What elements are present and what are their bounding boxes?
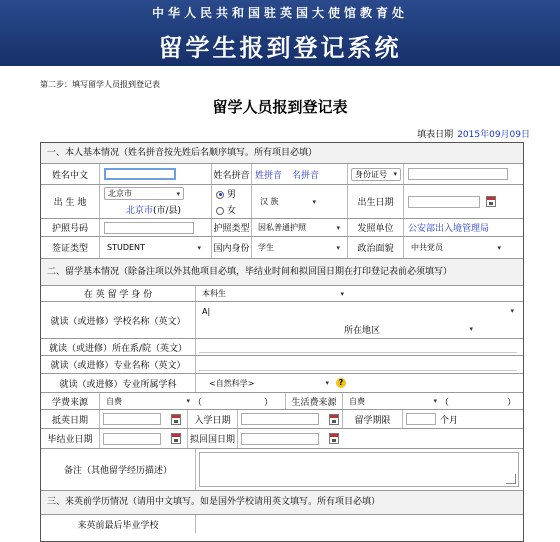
passport-no-cell <box>100 219 212 236</box>
page-title: 留学人员报到登记表 <box>212 98 348 116</box>
political-cell <box>404 237 523 258</box>
study-level-label: 在 英 留 学 身 份 <box>41 286 196 301</box>
row-birthplace <box>41 185 523 219</box>
row-arrival <box>41 410 523 429</box>
step-indicator: 第二步：填写留学人员报到登记表 <box>40 80 160 89</box>
row-last-school <box>41 515 523 533</box>
calendar-icon[interactable] <box>171 414 181 425</box>
study-level-cell <box>196 286 523 301</box>
name-pinyin-cell <box>252 164 348 184</box>
row-major <box>41 356 523 374</box>
name-pinyin-label: 姓名拼音 <box>212 164 252 184</box>
department-input[interactable] <box>199 341 517 353</box>
section2-header <box>41 259 523 286</box>
chevron-down-icon: ▾ <box>510 307 514 315</box>
birth-city-select[interactable] <box>104 187 184 200</box>
calendar-icon[interactable] <box>486 196 496 207</box>
row-visa <box>41 237 523 259</box>
row-department <box>41 339 523 356</box>
study-level-select[interactable] <box>199 287 347 300</box>
region-label: 所在地区 <box>344 325 381 336</box>
row-school <box>41 302 523 339</box>
section1-header <box>41 143 523 164</box>
calendar-icon[interactable] <box>329 414 339 425</box>
ethnicity-cell <box>252 185 348 218</box>
passport-type-select[interactable] <box>255 221 343 234</box>
chevron-down-icon: ▾ <box>393 170 397 178</box>
chevron-down-icon: ▾ <box>186 397 190 405</box>
birth-city-value: 北京市 <box>108 189 132 198</box>
last-school-input[interactable] <box>199 518 517 530</box>
duration-unit: 个月 <box>440 415 459 426</box>
gender-male-option[interactable] <box>216 187 236 200</box>
discipline-cell <box>196 374 523 392</box>
enroll-date-input[interactable] <box>241 413 319 425</box>
birth-date-label: 出生日期 <box>348 185 404 218</box>
arrival-date-input[interactable] <box>103 413 161 425</box>
fill-date-label: 填表日期 <box>417 130 454 140</box>
domestic-status-label: 国内身份 <box>212 237 252 258</box>
political-value: 中共党员 <box>411 243 443 252</box>
visa-type-label: 签证类型 <box>41 237 100 258</box>
row-passport <box>41 219 523 237</box>
row-remarks <box>41 449 523 491</box>
fund-source-detail-input[interactable] <box>202 395 264 407</box>
passport-type-cell <box>252 219 348 236</box>
major-input[interactable] <box>199 359 517 371</box>
domestic-status-value: 学生 <box>258 243 274 252</box>
id-type-cell <box>348 164 404 184</box>
return-label: 拟回国日期 <box>188 429 238 448</box>
chevron-down-icon: ▾ <box>325 379 329 387</box>
chevron-down-icon: ▾ <box>336 243 340 252</box>
school-select[interactable] <box>199 305 517 318</box>
name-cn-input[interactable] <box>104 168 176 180</box>
id-type-value: 身份证号 <box>355 169 387 179</box>
living-paren-open: （ <box>440 397 450 408</box>
graduation-date-input[interactable] <box>103 433 161 445</box>
remarks-cell <box>196 449 523 490</box>
domestic-status-select[interactable] <box>255 241 343 254</box>
section1-title: 一、本人基本情况（姓名拼音按先姓后名顺序填写。所有项目必填） <box>47 148 318 158</box>
issuer-label: 发照单位 <box>348 219 404 236</box>
row-study-level <box>41 286 523 302</box>
resize-handle-icon[interactable] <box>506 474 516 484</box>
duration-cell <box>403 410 523 428</box>
visa-type-value: STUDENT <box>107 243 145 252</box>
chevron-down-icon: ▾ <box>312 197 316 206</box>
fund-paren-close: ） <box>264 397 274 408</box>
section2-title: 二、留学基本情况（除备注项以外其他项目必填，毕结业时间和拟回国日期在打印登记表前必须填写） <box>47 267 453 277</box>
fund-paren-open: （ <box>193 397 203 408</box>
row-name <box>41 164 523 185</box>
study-level-value: 本科生 <box>202 289 226 298</box>
living-source-label: 生活费来源 <box>286 393 343 409</box>
major-cell <box>196 356 523 373</box>
chevron-down-icon: ▾ <box>176 189 180 198</box>
birthplace-label: 出 生 地 <box>41 185 100 218</box>
living-source-value: 自费 <box>349 396 365 406</box>
fund-source-label: 学费来源 <box>41 393 100 409</box>
chevron-down-icon: ▾ <box>433 397 437 405</box>
living-source-detail-input[interactable] <box>449 395 507 407</box>
graduation-label: 毕结业日期 <box>41 429 100 448</box>
section3-title: 三、来英前学历情况（请用中文填写。如是国外学校请用英文填写。所有项目必填） <box>47 497 381 507</box>
name-cn-label: 姓名中文 <box>41 164 100 184</box>
id-type-select[interactable] <box>351 168 401 181</box>
living-paren-close: ） <box>507 397 517 408</box>
row-graduation <box>41 429 523 449</box>
passport-no-label: 护照号码 <box>41 219 100 236</box>
name-cn-cell <box>100 164 212 184</box>
gender-male-label: 男 <box>227 190 237 200</box>
birthplace-cell <box>100 185 212 218</box>
enroll-cell <box>238 410 343 428</box>
return-date-input[interactable] <box>241 433 319 445</box>
row-discipline <box>41 374 523 393</box>
political-label: 政治面貌 <box>348 237 404 258</box>
birth-city-text: 北京市 <box>126 206 154 216</box>
issuer-cell <box>404 219 523 236</box>
calendar-icon[interactable] <box>329 433 339 444</box>
last-school-cell <box>196 515 523 533</box>
chevron-down-icon: ▾ <box>469 325 474 333</box>
birth-city-suffix: (市/县) <box>153 206 182 216</box>
id-number-input[interactable] <box>408 168 508 180</box>
row-fund-source <box>41 393 523 410</box>
enroll-label: 入学日期 <box>188 410 238 428</box>
radio-empty-icon <box>216 207 224 215</box>
department-label: 就读（或进修）所在系/院（英文） <box>41 339 196 355</box>
help-icon[interactable]: ? <box>336 378 346 388</box>
school-label: 就读（或进修）学校名称（英文） <box>41 302 196 338</box>
passport-type-value: 因私普通护照 <box>258 223 306 232</box>
school-cell <box>196 302 523 338</box>
fill-date-value: 2015年09月09日 <box>457 130 530 140</box>
gender-female-option[interactable] <box>216 203 236 216</box>
discipline-label: 就读（或进修）专业所属学科 <box>41 374 196 392</box>
chevron-down-icon: ▾ <box>497 243 501 252</box>
birth-date-input[interactable] <box>408 196 480 208</box>
section3-header <box>41 491 523 515</box>
embassy-title: 中华人民共和国驻英国大使馆教育处 <box>151 6 408 20</box>
birth-date-cell <box>404 185 523 218</box>
political-select[interactable] <box>408 241 504 254</box>
fund-source-value: 自费 <box>106 396 122 406</box>
calendar-icon[interactable] <box>171 433 181 444</box>
gender-cell <box>212 185 252 218</box>
arrival-label: 抵英日期 <box>41 410 100 428</box>
graduation-cell <box>100 429 188 448</box>
department-cell <box>196 339 523 355</box>
duration-label: 留学期限 <box>343 410 403 428</box>
chevron-down-icon: ▾ <box>340 289 344 298</box>
remarks-label: 备注（其他留学经历描述） <box>41 449 196 490</box>
surname-pinyin-input[interactable]: 姓拼音 <box>255 170 283 181</box>
gender-female-label: 女 <box>227 206 237 216</box>
region-select[interactable] <box>386 323 476 336</box>
passport-no-input[interactable] <box>104 222 194 234</box>
living-source-select[interactable] <box>346 395 440 408</box>
registration-form <box>40 142 524 542</box>
ethnicity-select[interactable] <box>257 195 319 208</box>
domestic-status-cell <box>252 237 348 258</box>
arrival-cell <box>100 410 188 428</box>
radio-selected-icon <box>216 191 224 199</box>
return-cell <box>238 429 523 448</box>
remarks-textarea[interactable] <box>199 452 519 487</box>
major-label: 就读（或进修）专业名称（英文） <box>41 356 196 373</box>
fund-source-select[interactable] <box>103 395 193 408</box>
last-school-label: 来英前最后毕业学校 <box>41 515 196 533</box>
living-source-cell <box>343 393 523 409</box>
discipline-value: <自然科学> <box>209 378 255 388</box>
header-banner <box>0 0 560 66</box>
visa-type-cell <box>100 237 212 258</box>
chevron-down-icon: ▾ <box>197 243 201 252</box>
passport-type-label: 护照类型 <box>212 219 252 236</box>
discipline-select[interactable] <box>206 377 332 390</box>
school-value: A| <box>202 306 211 316</box>
ethnicity-value: 汉 族 <box>260 197 279 206</box>
system-title: 留学生报到登记系统 <box>158 33 402 62</box>
chevron-down-icon: ▾ <box>336 223 340 232</box>
visa-type-select[interactable] <box>104 241 204 254</box>
duration-input[interactable] <box>406 413 436 425</box>
given-pinyin-input[interactable]: 名拼音 <box>292 170 320 181</box>
id-number-cell <box>404 164 523 184</box>
fill-date <box>417 127 530 140</box>
fund-source-cell <box>100 393 286 409</box>
issuer-input[interactable]: 公安部出入境管理局 <box>408 224 490 234</box>
